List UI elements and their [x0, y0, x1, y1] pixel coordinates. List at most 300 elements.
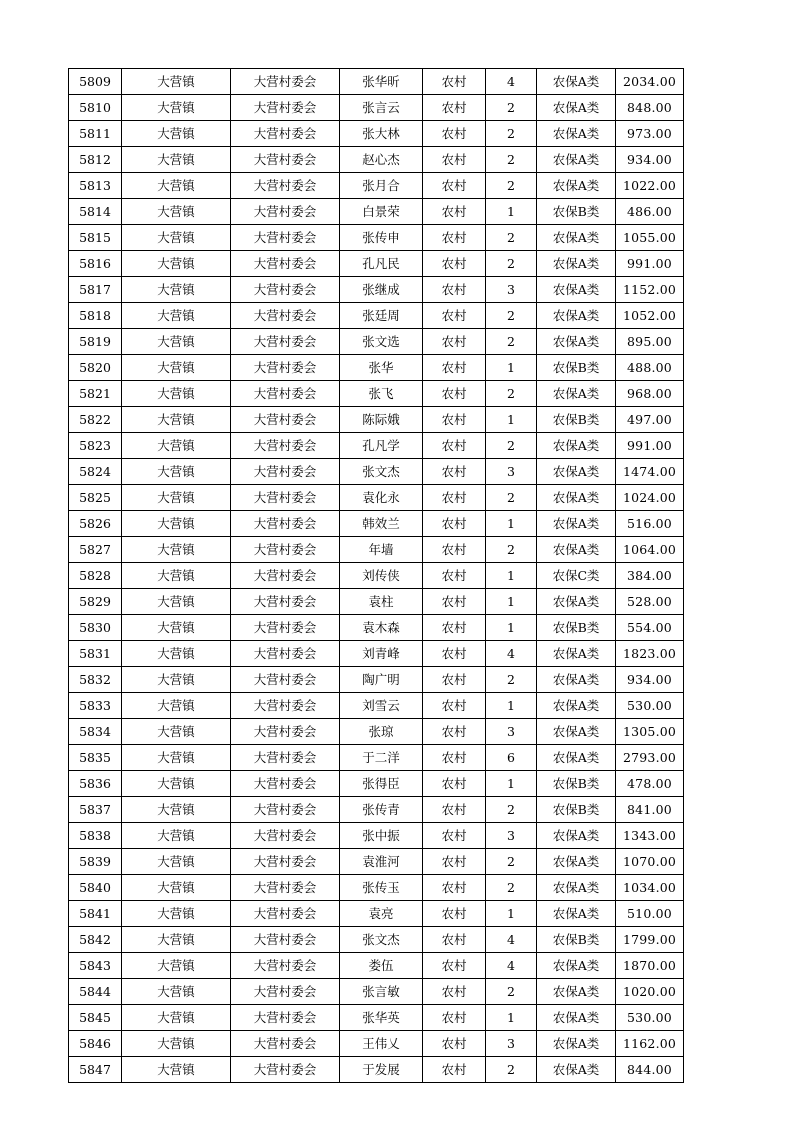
row-name-cell: 白景荣 — [340, 199, 423, 225]
row-village-cell: 大营村委会 — [231, 797, 340, 823]
amount-value: 1020.00 — [622, 984, 677, 999]
table-row — [69, 1057, 684, 1083]
row-name-cell: 张华 — [340, 355, 423, 381]
amount-value: 1474.00 — [622, 464, 677, 479]
amount-value: 488.00 — [627, 360, 672, 375]
table-row — [69, 771, 684, 797]
row-category-cell: 农保A类 — [537, 511, 616, 537]
amount-value: 991.00 — [627, 256, 672, 271]
row-town-cell: 大营镇 — [122, 719, 231, 745]
row-amount-cell — [616, 173, 684, 199]
row-household-type-cell: 农村 — [423, 329, 486, 355]
row-household-type-cell: 农村 — [423, 407, 486, 433]
table-row — [69, 849, 684, 875]
row-town-cell: 大营镇 — [122, 979, 231, 1005]
row-name-cell: 于二洋 — [340, 745, 423, 771]
row-village-cell: 大营村委会 — [231, 719, 340, 745]
row-id-cell: 5841 — [69, 901, 122, 927]
row-category-cell: 农保A类 — [537, 849, 616, 875]
row-category-cell: 农保B类 — [537, 199, 616, 225]
row-category-cell: 农保B类 — [537, 771, 616, 797]
row-name-cell: 袁淮河 — [340, 849, 423, 875]
row-id-cell: 5812 — [69, 147, 122, 173]
row-town-cell: 大营镇 — [122, 875, 231, 901]
row-household-type-cell: 农村 — [423, 589, 486, 615]
row-amount-cell — [616, 225, 684, 251]
row-name-cell: 刘传侠 — [340, 563, 423, 589]
subsidy-table — [68, 68, 684, 1083]
row-person-count-cell: 1 — [486, 355, 537, 381]
row-person-count-cell: 2 — [486, 875, 537, 901]
table-row — [69, 589, 684, 615]
row-person-count-cell: 2 — [486, 433, 537, 459]
amount-value: 1799.00 — [622, 932, 677, 947]
row-amount-cell — [616, 589, 684, 615]
row-town-cell: 大营镇 — [122, 95, 231, 121]
table-row — [69, 433, 684, 459]
row-name-cell: 张飞 — [340, 381, 423, 407]
row-id-cell: 5840 — [69, 875, 122, 901]
row-person-count-cell: 6 — [486, 745, 537, 771]
row-id-cell: 5847 — [69, 1057, 122, 1083]
row-household-type-cell: 农村 — [423, 173, 486, 199]
row-town-cell: 大营镇 — [122, 407, 231, 433]
row-name-cell: 赵心杰 — [340, 147, 423, 173]
amount-value: 516.00 — [627, 516, 672, 531]
row-person-count-cell: 3 — [486, 459, 537, 485]
row-person-count-cell: 3 — [486, 1031, 537, 1057]
row-amount-cell — [616, 849, 684, 875]
row-village-cell: 大营村委会 — [231, 251, 340, 277]
amount-value: 1343.00 — [622, 828, 677, 843]
row-id-cell: 5837 — [69, 797, 122, 823]
row-town-cell: 大营镇 — [122, 459, 231, 485]
row-id-cell: 5820 — [69, 355, 122, 381]
amount-value: 841.00 — [627, 802, 672, 817]
row-category-cell: 农保A类 — [537, 277, 616, 303]
row-amount-cell — [616, 251, 684, 277]
amount-value: 844.00 — [627, 1062, 672, 1077]
row-household-type-cell: 农村 — [423, 615, 486, 641]
row-town-cell: 大营镇 — [122, 1057, 231, 1083]
row-name-cell: 陈际娥 — [340, 407, 423, 433]
row-id-cell: 5816 — [69, 251, 122, 277]
row-household-type-cell: 农村 — [423, 823, 486, 849]
row-person-count-cell: 2 — [486, 537, 537, 563]
row-town-cell: 大营镇 — [122, 485, 231, 511]
row-name-cell: 张中振 — [340, 823, 423, 849]
row-village-cell: 大营村委会 — [231, 303, 340, 329]
row-village-cell: 大营村委会 — [231, 1031, 340, 1057]
amount-value: 934.00 — [627, 672, 672, 687]
row-category-cell: 农保A类 — [537, 1005, 616, 1031]
row-amount-cell — [616, 355, 684, 381]
table-row — [69, 121, 684, 147]
table-row — [69, 797, 684, 823]
amount-value: 1064.00 — [622, 542, 677, 557]
row-amount-cell — [616, 719, 684, 745]
row-village-cell: 大营村委会 — [231, 459, 340, 485]
table-row — [69, 303, 684, 329]
row-village-cell: 大营村委会 — [231, 1005, 340, 1031]
row-household-type-cell: 农村 — [423, 69, 486, 95]
row-person-count-cell: 1 — [486, 1005, 537, 1031]
row-amount-cell — [616, 901, 684, 927]
row-household-type-cell: 农村 — [423, 251, 486, 277]
table-row — [69, 745, 684, 771]
row-id-cell: 5826 — [69, 511, 122, 537]
row-id-cell: 5836 — [69, 771, 122, 797]
row-id-cell: 5819 — [69, 329, 122, 355]
row-amount-cell — [616, 563, 684, 589]
table-row — [69, 927, 684, 953]
table-row — [69, 615, 684, 641]
row-town-cell: 大营镇 — [122, 329, 231, 355]
row-name-cell: 王伟乂 — [340, 1031, 423, 1057]
row-town-cell: 大营镇 — [122, 381, 231, 407]
row-amount-cell — [616, 927, 684, 953]
row-amount-cell — [616, 667, 684, 693]
row-amount-cell — [616, 979, 684, 1005]
row-id-cell: 5810 — [69, 95, 122, 121]
amount-value: 1823.00 — [622, 646, 677, 661]
row-village-cell: 大营村委会 — [231, 355, 340, 381]
row-category-cell: 农保A类 — [537, 459, 616, 485]
row-household-type-cell: 农村 — [423, 1005, 486, 1031]
row-household-type-cell: 农村 — [423, 225, 486, 251]
row-town-cell: 大营镇 — [122, 1005, 231, 1031]
row-village-cell: 大营村委会 — [231, 225, 340, 251]
row-village-cell: 大营村委会 — [231, 979, 340, 1005]
row-village-cell: 大营村委会 — [231, 641, 340, 667]
row-household-type-cell: 农村 — [423, 667, 486, 693]
amount-value: 1162.00 — [622, 1036, 677, 1051]
row-amount-cell — [616, 771, 684, 797]
row-village-cell: 大营村委会 — [231, 69, 340, 95]
row-name-cell: 孔凡学 — [340, 433, 423, 459]
row-name-cell: 张言云 — [340, 95, 423, 121]
row-id-cell: 5846 — [69, 1031, 122, 1057]
row-category-cell: 农保A类 — [537, 121, 616, 147]
amount-value: 848.00 — [627, 100, 672, 115]
row-name-cell: 张传青 — [340, 797, 423, 823]
row-town-cell: 大营镇 — [122, 849, 231, 875]
row-household-type-cell: 农村 — [423, 511, 486, 537]
table-row — [69, 953, 684, 979]
row-category-cell: 农保A类 — [537, 251, 616, 277]
table-row — [69, 1031, 684, 1057]
row-amount-cell — [616, 641, 684, 667]
row-person-count-cell: 1 — [486, 199, 537, 225]
row-household-type-cell: 农村 — [423, 1031, 486, 1057]
row-village-cell: 大营村委会 — [231, 95, 340, 121]
row-town-cell: 大营镇 — [122, 433, 231, 459]
row-amount-cell — [616, 953, 684, 979]
row-household-type-cell: 农村 — [423, 641, 486, 667]
row-village-cell: 大营村委会 — [231, 173, 340, 199]
row-household-type-cell: 农村 — [423, 745, 486, 771]
row-household-type-cell: 农村 — [423, 95, 486, 121]
row-town-cell: 大营镇 — [122, 199, 231, 225]
row-category-cell: 农保A类 — [537, 485, 616, 511]
table-row — [69, 511, 684, 537]
row-category-cell: 农保B类 — [537, 615, 616, 641]
row-id-cell: 5828 — [69, 563, 122, 589]
row-amount-cell — [616, 459, 684, 485]
row-household-type-cell: 农村 — [423, 459, 486, 485]
amount-value: 1305.00 — [622, 724, 677, 739]
row-person-count-cell: 1 — [486, 615, 537, 641]
row-id-cell: 5830 — [69, 615, 122, 641]
row-village-cell: 大营村委会 — [231, 901, 340, 927]
row-village-cell: 大营村委会 — [231, 615, 340, 641]
row-person-count-cell: 2 — [486, 303, 537, 329]
row-household-type-cell: 农村 — [423, 901, 486, 927]
row-id-cell: 5817 — [69, 277, 122, 303]
row-name-cell: 张得臣 — [340, 771, 423, 797]
row-person-count-cell: 1 — [486, 563, 537, 589]
row-village-cell: 大营村委会 — [231, 277, 340, 303]
row-amount-cell — [616, 875, 684, 901]
row-category-cell: 农保A类 — [537, 95, 616, 121]
row-name-cell: 韩效兰 — [340, 511, 423, 537]
table-row — [69, 693, 684, 719]
row-category-cell: 农保B类 — [537, 927, 616, 953]
row-name-cell: 张文杰 — [340, 927, 423, 953]
row-person-count-cell: 3 — [486, 277, 537, 303]
row-village-cell: 大营村委会 — [231, 667, 340, 693]
amount-value: 1055.00 — [622, 230, 677, 245]
row-category-cell: 农保A类 — [537, 381, 616, 407]
row-category-cell: 农保A类 — [537, 719, 616, 745]
row-town-cell: 大营镇 — [122, 771, 231, 797]
amount-value: 1052.00 — [622, 308, 677, 323]
row-category-cell: 农保A类 — [537, 147, 616, 173]
row-amount-cell — [616, 199, 684, 225]
row-name-cell: 张琼 — [340, 719, 423, 745]
row-town-cell: 大营镇 — [122, 953, 231, 979]
row-id-cell: 5831 — [69, 641, 122, 667]
row-village-cell: 大营村委会 — [231, 381, 340, 407]
row-name-cell: 张文选 — [340, 329, 423, 355]
row-name-cell: 孔凡民 — [340, 251, 423, 277]
row-village-cell: 大营村委会 — [231, 329, 340, 355]
table-row — [69, 147, 684, 173]
row-category-cell: 农保A类 — [537, 1057, 616, 1083]
row-person-count-cell: 1 — [486, 407, 537, 433]
row-category-cell: 农保A类 — [537, 69, 616, 95]
row-household-type-cell: 农村 — [423, 693, 486, 719]
table-row — [69, 329, 684, 355]
row-person-count-cell: 2 — [486, 849, 537, 875]
amount-value: 497.00 — [627, 412, 672, 427]
row-amount-cell — [616, 277, 684, 303]
row-village-cell: 大营村委会 — [231, 199, 340, 225]
table-row — [69, 485, 684, 511]
row-category-cell: 农保A类 — [537, 537, 616, 563]
table-row — [69, 251, 684, 277]
row-town-cell: 大营镇 — [122, 563, 231, 589]
row-town-cell: 大营镇 — [122, 745, 231, 771]
row-household-type-cell: 农村 — [423, 719, 486, 745]
row-name-cell: 张大林 — [340, 121, 423, 147]
row-town-cell: 大营镇 — [122, 69, 231, 95]
amount-value: 530.00 — [627, 1010, 672, 1025]
table-row — [69, 875, 684, 901]
table-row — [69, 537, 684, 563]
row-person-count-cell: 4 — [486, 69, 537, 95]
row-category-cell: 农保B类 — [537, 797, 616, 823]
row-household-type-cell: 农村 — [423, 121, 486, 147]
row-town-cell: 大营镇 — [122, 797, 231, 823]
row-id-cell: 5827 — [69, 537, 122, 563]
row-name-cell: 张继成 — [340, 277, 423, 303]
table-row — [69, 901, 684, 927]
amount-value: 2793.00 — [622, 750, 677, 765]
row-name-cell: 张传申 — [340, 225, 423, 251]
row-id-cell: 5824 — [69, 459, 122, 485]
table-row — [69, 979, 684, 1005]
row-amount-cell — [616, 69, 684, 95]
row-category-cell: 农保A类 — [537, 823, 616, 849]
row-household-type-cell: 农村 — [423, 771, 486, 797]
row-village-cell: 大营村委会 — [231, 745, 340, 771]
row-person-count-cell: 2 — [486, 225, 537, 251]
row-amount-cell — [616, 381, 684, 407]
amount-value: 1024.00 — [622, 490, 677, 505]
row-household-type-cell: 农村 — [423, 797, 486, 823]
row-amount-cell — [616, 121, 684, 147]
row-category-cell: 农保A类 — [537, 641, 616, 667]
row-category-cell: 农保C类 — [537, 563, 616, 589]
row-person-count-cell: 2 — [486, 979, 537, 1005]
row-village-cell: 大营村委会 — [231, 147, 340, 173]
row-name-cell: 张月合 — [340, 173, 423, 199]
table-row — [69, 95, 684, 121]
row-town-cell: 大营镇 — [122, 121, 231, 147]
row-amount-cell — [616, 693, 684, 719]
row-village-cell: 大营村委会 — [231, 121, 340, 147]
row-household-type-cell: 农村 — [423, 953, 486, 979]
row-village-cell: 大营村委会 — [231, 485, 340, 511]
row-town-cell: 大营镇 — [122, 173, 231, 199]
amount-value: 1152.00 — [622, 282, 677, 297]
row-household-type-cell: 农村 — [423, 433, 486, 459]
row-household-type-cell: 农村 — [423, 485, 486, 511]
row-household-type-cell: 农村 — [423, 1057, 486, 1083]
row-village-cell: 大营村委会 — [231, 693, 340, 719]
row-household-type-cell: 农村 — [423, 303, 486, 329]
amount-value: 478.00 — [627, 776, 672, 791]
row-id-cell: 5823 — [69, 433, 122, 459]
amount-value: 1022.00 — [622, 178, 677, 193]
row-town-cell: 大营镇 — [122, 147, 231, 173]
row-household-type-cell: 农村 — [423, 147, 486, 173]
row-amount-cell — [616, 1057, 684, 1083]
row-amount-cell — [616, 537, 684, 563]
row-person-count-cell: 1 — [486, 693, 537, 719]
row-category-cell: 农保A类 — [537, 329, 616, 355]
row-name-cell: 刘青峰 — [340, 641, 423, 667]
amount-value: 554.00 — [627, 620, 672, 635]
amount-value: 510.00 — [627, 906, 672, 921]
row-village-cell: 大营村委会 — [231, 433, 340, 459]
row-person-count-cell: 2 — [486, 329, 537, 355]
row-id-cell: 5829 — [69, 589, 122, 615]
row-category-cell: 农保A类 — [537, 979, 616, 1005]
row-town-cell: 大营镇 — [122, 641, 231, 667]
table-row — [69, 173, 684, 199]
row-id-cell: 5809 — [69, 69, 122, 95]
row-id-cell: 5833 — [69, 693, 122, 719]
row-amount-cell — [616, 511, 684, 537]
table-row — [69, 823, 684, 849]
row-category-cell: 农保B类 — [537, 407, 616, 433]
row-name-cell: 娄伍 — [340, 953, 423, 979]
amount-value: 528.00 — [627, 594, 672, 609]
row-village-cell: 大营村委会 — [231, 927, 340, 953]
row-name-cell: 张廷周 — [340, 303, 423, 329]
row-household-type-cell: 农村 — [423, 979, 486, 1005]
table-row — [69, 381, 684, 407]
row-amount-cell — [616, 407, 684, 433]
row-town-cell: 大营镇 — [122, 303, 231, 329]
row-person-count-cell: 2 — [486, 1057, 537, 1083]
table-row — [69, 277, 684, 303]
row-town-cell: 大营镇 — [122, 537, 231, 563]
table-row — [69, 407, 684, 433]
row-name-cell: 张华英 — [340, 1005, 423, 1031]
amount-value: 1034.00 — [622, 880, 677, 895]
row-village-cell: 大营村委会 — [231, 511, 340, 537]
amount-value: 973.00 — [627, 126, 672, 141]
row-amount-cell — [616, 329, 684, 355]
row-id-cell: 5834 — [69, 719, 122, 745]
amount-value: 968.00 — [627, 386, 672, 401]
row-amount-cell — [616, 615, 684, 641]
row-name-cell: 张传玉 — [340, 875, 423, 901]
row-name-cell: 陶广明 — [340, 667, 423, 693]
row-household-type-cell: 农村 — [423, 277, 486, 303]
row-name-cell: 袁木森 — [340, 615, 423, 641]
row-village-cell: 大营村委会 — [231, 563, 340, 589]
table-row — [69, 199, 684, 225]
row-category-cell: 农保A类 — [537, 745, 616, 771]
row-household-type-cell: 农村 — [423, 563, 486, 589]
row-person-count-cell: 2 — [486, 147, 537, 173]
table-row — [69, 355, 684, 381]
row-category-cell: 农保A类 — [537, 1031, 616, 1057]
row-id-cell: 5814 — [69, 199, 122, 225]
row-person-count-cell: 1 — [486, 901, 537, 927]
row-id-cell: 5818 — [69, 303, 122, 329]
table-row — [69, 69, 684, 95]
row-village-cell: 大营村委会 — [231, 589, 340, 615]
row-category-cell: 农保A类 — [537, 303, 616, 329]
row-village-cell: 大营村委会 — [231, 823, 340, 849]
row-town-cell: 大营镇 — [122, 251, 231, 277]
row-village-cell: 大营村委会 — [231, 953, 340, 979]
row-id-cell: 5813 — [69, 173, 122, 199]
row-household-type-cell: 农村 — [423, 537, 486, 563]
row-category-cell: 农保A类 — [537, 589, 616, 615]
row-id-cell: 5844 — [69, 979, 122, 1005]
row-household-type-cell: 农村 — [423, 927, 486, 953]
row-person-count-cell: 2 — [486, 381, 537, 407]
row-person-count-cell: 1 — [486, 511, 537, 537]
row-name-cell: 于发展 — [340, 1057, 423, 1083]
row-town-cell: 大营镇 — [122, 589, 231, 615]
